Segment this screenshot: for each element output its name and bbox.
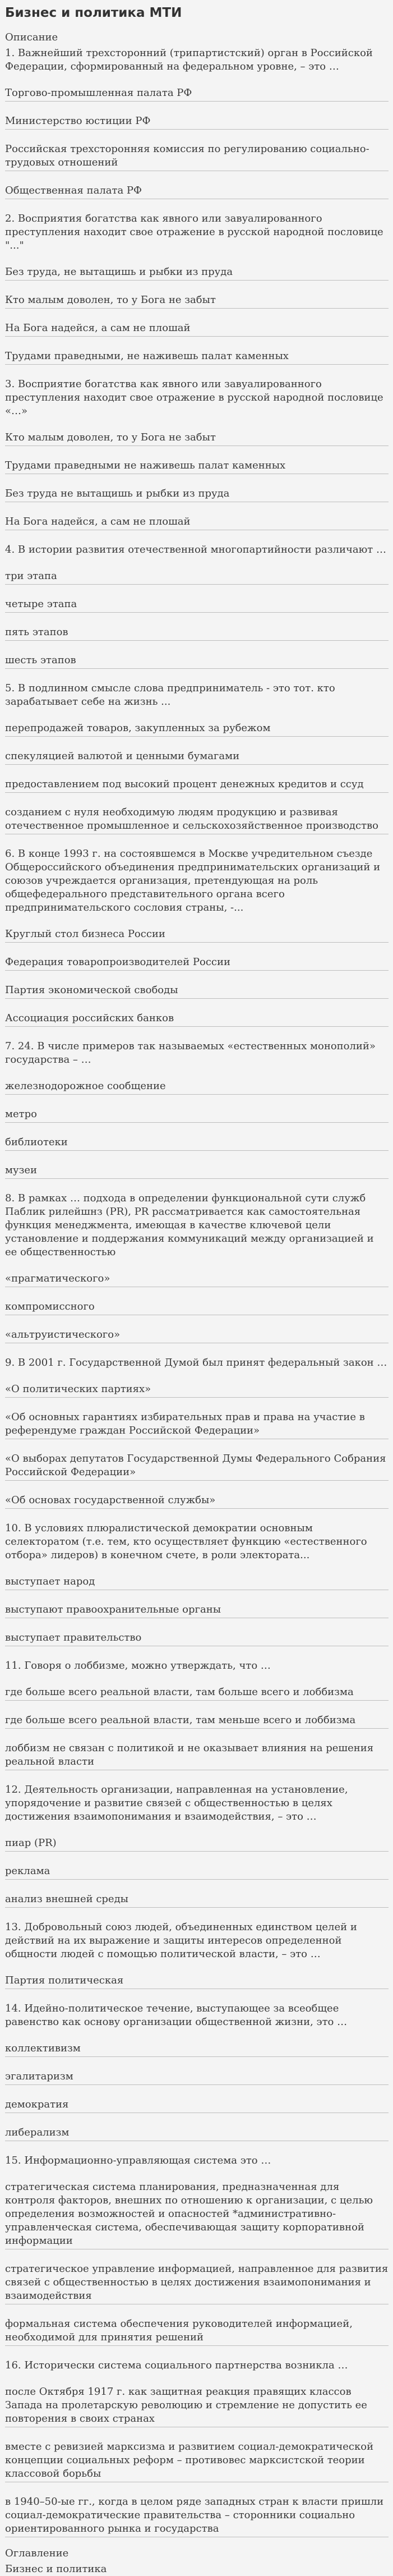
answer-option: созданием с нуля необходимую людям продукцию и развивая отечественное промышленное и сельскохозяйственное производство	[5, 806, 389, 834]
answer-option: после Октября 1917 г. как защитная реакция правящих классов Запада на пролетарскую революцию и стремление не допустить ее повторения в своих странах	[5, 2385, 389, 2427]
answer-option: На Бога надейся, а сам не плошай	[5, 322, 389, 337]
answer-option: где больше всего реальной власти, там меньше всего и лоббизма	[5, 1714, 389, 1729]
answer-option: пиар (PR)	[5, 1836, 389, 1852]
answer-option: Министерство юстиции РФ	[5, 114, 389, 130]
question-text: 6. В конце 1993 г. на состоявшемся в Москве учредительном съезде Общероссийского объединения предпринимательских организаций и союзов учреждается организация, претендующая на роль общефедерального представительного органа всего предпринимательского сословия страны, -...	[5, 848, 381, 913]
answer-option: Партия экономической свободы	[5, 984, 389, 999]
answer-option: эгалитаризм	[5, 2070, 389, 2085]
questions-list	[5, 47, 389, 2537]
answer-option: стратегическое управление информацией, направленное для развития связей с общественностью в целях достижения взаимопонимания и взаимодействия	[5, 2262, 389, 2304]
answer-option: в 1940–50-ые гг., когда в целом ряде западных стран к власти пришли социал-демократические правительства – сторонники социально ориентированного рынка и государства	[5, 2495, 389, 2537]
answer-option: три этапа	[5, 570, 389, 585]
answer-option: Торгово-промышленная палата РФ	[5, 86, 389, 102]
answer-option: «О политических партиях»	[5, 1383, 389, 1398]
question-text: 3. Восприятие богатства как явного или завуалированного преступления находит свое отражение в русской народной пословице «…»	[5, 378, 383, 417]
answer-option: Трудами праведными не наживешь палат каменных	[5, 459, 389, 474]
answer-option: «прагматического»	[5, 1272, 389, 1287]
answer-option: где больше всего реальной власти, там больше всего и лоббизма	[5, 1686, 389, 1701]
page-title: Бизнес и политика МТИ	[5, 6, 182, 20]
answer-option: «Об основных гарантиях избирательных прав и права на участие в референдуме граждан Российской Федерации»	[5, 1411, 389, 1439]
question-text: 15. Информационно-управляющая система это …	[5, 2155, 271, 2166]
answer-option: пять этапов	[5, 626, 389, 641]
answer-option: Общественная палата РФ	[5, 184, 389, 199]
question-text: 14. Идейно-политическое течение, выступающее за всеобщее равенство как основу организации общественной жизни, это …	[5, 2003, 348, 2028]
question-text: 7. 24. В числе примеров так называемых «естественных монополий» государства – …	[5, 1040, 376, 1066]
answer-option: Кто малым доволен, то у Бога не забыт	[5, 431, 389, 446]
answer-option: Трудами праведными, не наживешь палат каменных	[5, 350, 389, 365]
answer-option: предоставлением под высокий процент денежных кредитов и ссуд	[5, 778, 389, 793]
answer-option: четыре этапа	[5, 598, 389, 613]
answer-option: спекуляцией валютой и ценными бумагами	[5, 750, 389, 765]
answer-option: «О выборах депутатов Государственной Думы Федерального Собрания Российской Федерации»	[5, 1452, 389, 1481]
answer-option: стратегическая система планирования, предназначенная для контроля факторов, внешних по отношению к организации, с целью определения возможностей и опасностей *административно-управленческая система, обеспечивающая защиту корпоративной информации	[5, 2180, 389, 2249]
answer-option: Кто малым доволен, то у Бога не забыт	[5, 293, 389, 309]
answer-option: На Бога надейся, а сам не плошай	[5, 515, 389, 530]
question-text: 8. В рамках … подхода в определении функциональной сути служб Паблик рилейшнз (PR), PR рассматривается как самостоятельная функция менеджмента, имеющая в качестве ключевой цели установление и поддержания коммуникаций между организацией и ее общественностью	[5, 1192, 374, 1258]
answer-option: выступает народ	[5, 1575, 389, 1590]
question-text: 12. Деятельность организации, направленная на установление, упорядочение и развитие связей с общественностью в целях достижения взаимопонимания и взаимодействия, – это …	[5, 1784, 348, 1822]
answer-option: либерализм	[5, 2126, 389, 2141]
description-label: Описание	[5, 31, 58, 43]
answer-option: «альтруистического»	[5, 1328, 389, 1343]
answer-option: лоббизм не связан с политикой и не оказывает влияния на решения реальной власти	[5, 1742, 389, 1770]
question-text: 13. Добровольный союз людей, объединенных единством целей и действий на их выражение и защиты интересов определенной общности людей с помощью политической власти, – это …	[5, 1921, 357, 1960]
question-text: 4. В истории развития отечественной многопартийности различают …	[5, 544, 386, 555]
answer-option: реклама	[5, 1865, 389, 1880]
question-text: 1. Важнейший трехсторонний (трипартистский) орган в Российской Федерации, сформированный на федеральном уровне, – это …	[5, 47, 373, 72]
question-text: 9. В 2001 г. Государственной Думой был принят федеральный закон …	[5, 1357, 387, 1369]
answer-option: Российская трехсторонняя комиссия по регулированию социально-трудовых отношений	[5, 143, 389, 171]
answer-option: выступают правоохранительные органы	[5, 1603, 389, 1618]
answer-option: анализ внешней среды	[5, 1893, 389, 1908]
question-text: 11. Говоря о лоббизме, можно утверждать, что …	[5, 1660, 271, 1672]
answer-option: формальная система обеспечения руководителей информацией, необходимой для принятия решений	[5, 2317, 389, 2346]
answer-option: Федерация товаропроизводителей России	[5, 956, 389, 971]
answer-option: Без труда не вытащишь и рыбки из пруда	[5, 487, 389, 502]
answer-option: музеи	[5, 1164, 389, 1179]
question-text: 10. В условиях плюралистической демократии основным селекторатом (т.е. тем, кто осуществляет функцию «естественного отбора» лидеров) в конечном счете, в роли электората...	[5, 1522, 367, 1561]
answer-option: перепродажей товаров, закупленных за рубежом	[5, 722, 389, 737]
answer-option: Без труда, не вытащишь и рыбки из пруда	[5, 265, 389, 281]
answer-option: выступает правительство	[5, 1631, 389, 1646]
question-text: 16. Исторически система социального партнерства возникла …	[5, 2359, 348, 2371]
answer-option: демократия	[5, 2098, 389, 2113]
answer-option: коллективизм	[5, 2042, 389, 2057]
question-text: 5. В подлинном смысле слова предприниматель - это тот. кто зарабатывает себе на жизнь ...	[5, 682, 335, 708]
contents-item-link[interactable]: Бизнес и политика	[5, 2563, 107, 2575]
answer-option: «Об основах государственной службы»	[5, 1494, 389, 1509]
answer-option: железнодорожное сообщение	[5, 1080, 389, 1095]
answer-option: Ассоциация российских банков	[5, 1012, 389, 1027]
answer-option: библиотеки	[5, 1136, 389, 1151]
answer-option: метро	[5, 1108, 389, 1123]
answer-option: шесть этапов	[5, 654, 389, 669]
answer-option: Круглый стол бизнеса России	[5, 927, 389, 943]
contents-label: Оглавление	[5, 2547, 69, 2559]
answer-option: Партия политическая	[5, 1974, 389, 1989]
question-text: 2. Восприятия богатства как явного или завуалированного преступления находит свое отражение в русской народной пословице "..."	[5, 213, 383, 251]
answer-option: компромиссного	[5, 1300, 389, 1315]
answer-option: вместе с ревизией марксизма и развитием социал-демократической концепции социальных реформ – противовес марксистской теории классовой борьбы	[5, 2440, 389, 2482]
